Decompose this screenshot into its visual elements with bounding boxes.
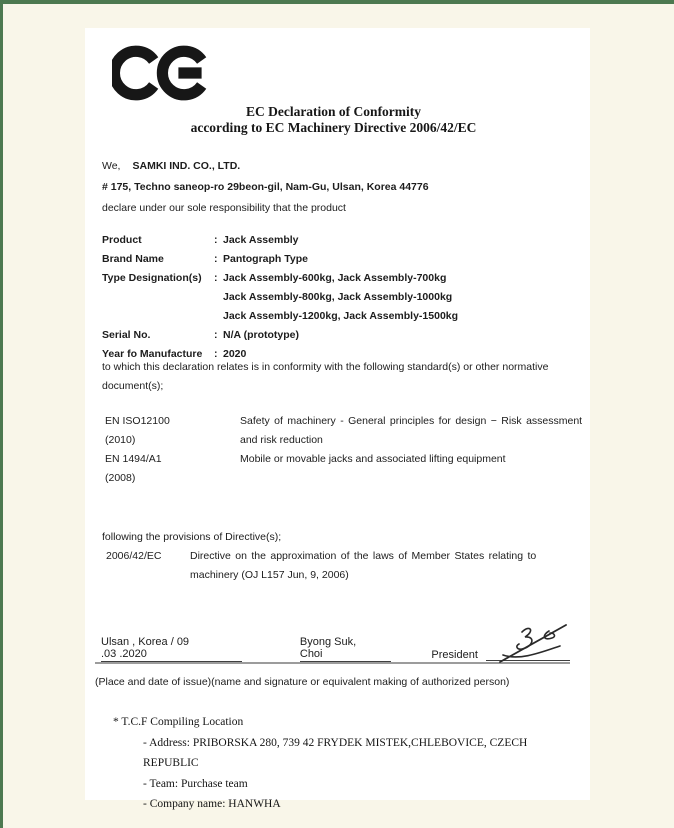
page-frame-left <box>0 0 3 828</box>
directives-heading: following the provisions of Directive(s); <box>102 531 282 543</box>
standards-table <box>105 412 583 488</box>
conformity-line-1: to which this declaration relates is in conformity with the following standard(s) or other normative <box>102 361 549 373</box>
field-value <box>214 288 567 307</box>
standard-code: EN ISO12100 <box>105 415 170 427</box>
directive-desc: machinery (OJ L157 Jun, 9, 2006) <box>190 569 349 581</box>
standard-desc <box>240 469 582 488</box>
field-label <box>102 307 214 326</box>
standard-desc: Safety of machinery - General principles for design − Risk assessment <box>240 415 583 427</box>
product-fields <box>102 231 567 364</box>
signature-scribble-icon <box>492 620 578 666</box>
certificate-page <box>85 28 590 810</box>
we-label: We, <box>102 160 121 172</box>
field-value <box>214 250 567 269</box>
directives-table <box>102 547 567 585</box>
standard-desc: and risk reduction <box>240 434 323 446</box>
ce-mark-logo <box>112 44 208 102</box>
place-and-date: Ulsan , Korea / 09 .03 .2020 <box>101 636 242 662</box>
tcf-heading: * T.C.F Compiling Location <box>113 716 244 728</box>
standard-year: (2008) <box>105 472 136 484</box>
field-label <box>102 288 214 307</box>
page-frame-top <box>0 0 674 4</box>
directive-code: 2006/42/EC <box>106 550 162 562</box>
field-label: Product <box>102 234 142 246</box>
title-line-1: EC Declaration of Conformity <box>245 104 422 119</box>
field-colon: : <box>214 329 218 341</box>
directive-code <box>102 566 190 585</box>
field-value-text: Jack Assembly <box>223 234 299 246</box>
tcf-team: - Team: Purchase team <box>143 777 248 790</box>
field-value-text: N/A (prototype) <box>223 329 300 341</box>
field-label: Serial No. <box>102 329 151 341</box>
declarant-block <box>102 156 567 219</box>
field-value-text: Jack Assembly-600kg, Jack Assembly-700kg <box>223 272 447 284</box>
tcf-company: - Company name: HANWHA <box>143 798 281 810</box>
document-title <box>85 104 582 135</box>
company-address: # 175, Techno saneop-ro 29beon-gil, Nam-Gu, Ulsan, Korea 44776 <box>102 181 429 193</box>
field-colon: : <box>214 253 218 265</box>
directive-desc: Directive on the approximation of the laws of Member States relating to <box>190 550 537 562</box>
directives-section <box>102 528 567 585</box>
declarant-line <box>102 156 567 177</box>
standard-year: (2010) <box>105 434 136 446</box>
signature-row <box>95 638 570 664</box>
signatory-role: President <box>431 649 478 661</box>
field-value-text: 2020 <box>223 348 247 360</box>
field-colon: : <box>214 272 218 284</box>
standard-code: EN 1494/A1 <box>105 453 162 465</box>
conformity-statement <box>102 358 567 396</box>
field-value <box>214 269 567 288</box>
signature-caption: (Place and date of issue)(name and signature or equivalent making of authorized person) <box>95 676 510 688</box>
field-value <box>214 307 567 326</box>
tcf-address: - Address: PRIBORSKA 280, 739 42 FRYDEK MISTEK,CHLEBOVICE, CZECH REPUBLIC <box>143 736 528 769</box>
title-line-2: according to EC Machinery Directive 2006/42/EC <box>190 119 477 135</box>
signatory-name: Byong Suk, Choi <box>300 636 392 662</box>
field-colon: : <box>214 234 218 246</box>
ce-mark-icon <box>112 44 208 102</box>
field-value <box>214 231 567 250</box>
company-name: SAMKI IND. CO., LTD. <box>132 160 241 172</box>
field-label: Year fo Manufacture <box>102 348 203 360</box>
field-value <box>214 326 567 345</box>
field-label: Brand Name <box>102 253 164 265</box>
field-colon: : <box>214 348 218 360</box>
responsibility-statement: declare under our sole responsibility that the product <box>102 202 346 214</box>
conformity-line-2: document(s); <box>102 380 164 392</box>
field-value-text: Pantograph Type <box>223 253 308 265</box>
signature-line <box>486 659 570 661</box>
field-value-text: Jack Assembly-800kg, Jack Assembly-1000kg <box>223 291 453 303</box>
field-label: Type Designation(s) <box>102 272 202 284</box>
standard-desc: Mobile or movable jacks and associated lifting equipment <box>240 453 506 465</box>
field-value-text: Jack Assembly-1200kg, Jack Assembly-1500kg <box>223 310 459 322</box>
tcf-section <box>113 712 574 815</box>
